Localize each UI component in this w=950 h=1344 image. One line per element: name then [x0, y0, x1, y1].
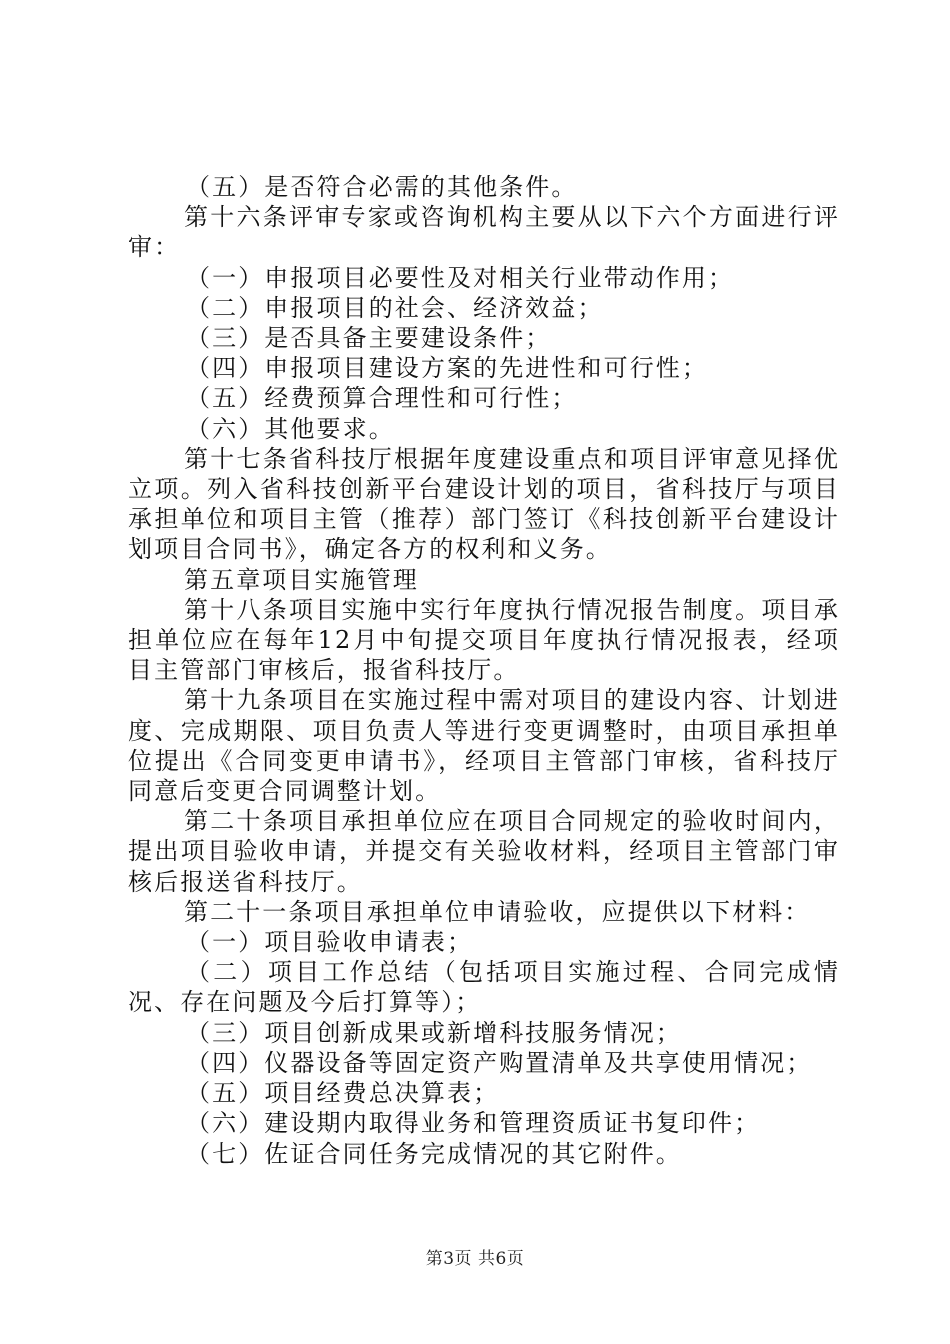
paragraph: 第二十一条项目承担单位申请验收，应提供以下材料： — [184, 897, 811, 926]
paragraph: （五）项目经费总决算表； — [186, 1079, 500, 1108]
paragraph: （五）是否符合必需的其他条件。 — [186, 173, 578, 201]
paragraph: （一）申报项目必要性及对相关行业带动作用； — [186, 263, 735, 292]
paragraph: （四）申报项目建设方案的先进性和可行性； — [186, 354, 708, 383]
paragraph: 第十八条项目实施中实行年度执行情况报告制度。项目承担单位应在每年12月中旬提交项目年度执行情况报表，经项目主管部门审核后，报省科技厅。 — [128, 595, 840, 685]
chapter-heading: 第五章项目实施管理 — [184, 565, 419, 594]
paragraph: （二）项目工作总结（包括项目实施过程、合同完成情况、存在问题及今后打算等）； — [128, 958, 840, 1017]
paragraph: （六）建设期内取得业务和管理资质证书复印件； — [186, 1109, 761, 1138]
paragraph: （六）其他要求。 — [186, 414, 395, 443]
paragraph: （四）仪器设备等固定资产购置清单及共享使用情况； — [186, 1048, 813, 1077]
paragraph: （五）经费预算合理性和可行性； — [186, 384, 578, 413]
paragraph: 第二十条项目承担单位应在项目合同规定的验收时间内，提出项目验收申请，并提交有关验收材料，经项目主管部门审核后报送省科技厅。 — [128, 807, 840, 896]
paragraph: （三）项目创新成果或新增科技服务情况； — [186, 1018, 682, 1047]
paragraph: 第十七条省科技厅根据年度建设重点和项目评审意见择优立项。列入省科技创新平台建设计划的项目，省科技厅与项目承担单位和项目主管（推荐）部门签订《科技创新平台建设计划项目合同书》，确定各方的权利和义务。 — [128, 444, 840, 564]
paragraph: 第十六条评审专家或咨询机构主要从以下六个方面进行评审： — [128, 203, 840, 262]
document-body — [128, 172, 840, 1169]
paragraph: （三）是否具备主要建设条件； — [186, 324, 552, 353]
paragraph: （二）申报项目的社会、经济效益； — [186, 293, 604, 322]
paragraph: （一）项目验收申请表； — [186, 928, 474, 957]
page-number-footer: 第3页 共6页 — [425, 1249, 525, 1269]
paragraph: 第十九条项目在实施过程中需对项目的建设内容、计划进度、完成期限、项目负责人等进行变更调整时，由项目承担单位提出《合同变更申请书》，经项目主管部门审核，省科技厅同意后变更合同调整计划。 — [128, 686, 840, 806]
paragraph: （七）佐证合同任务完成情况的其它附件。 — [186, 1139, 682, 1168]
